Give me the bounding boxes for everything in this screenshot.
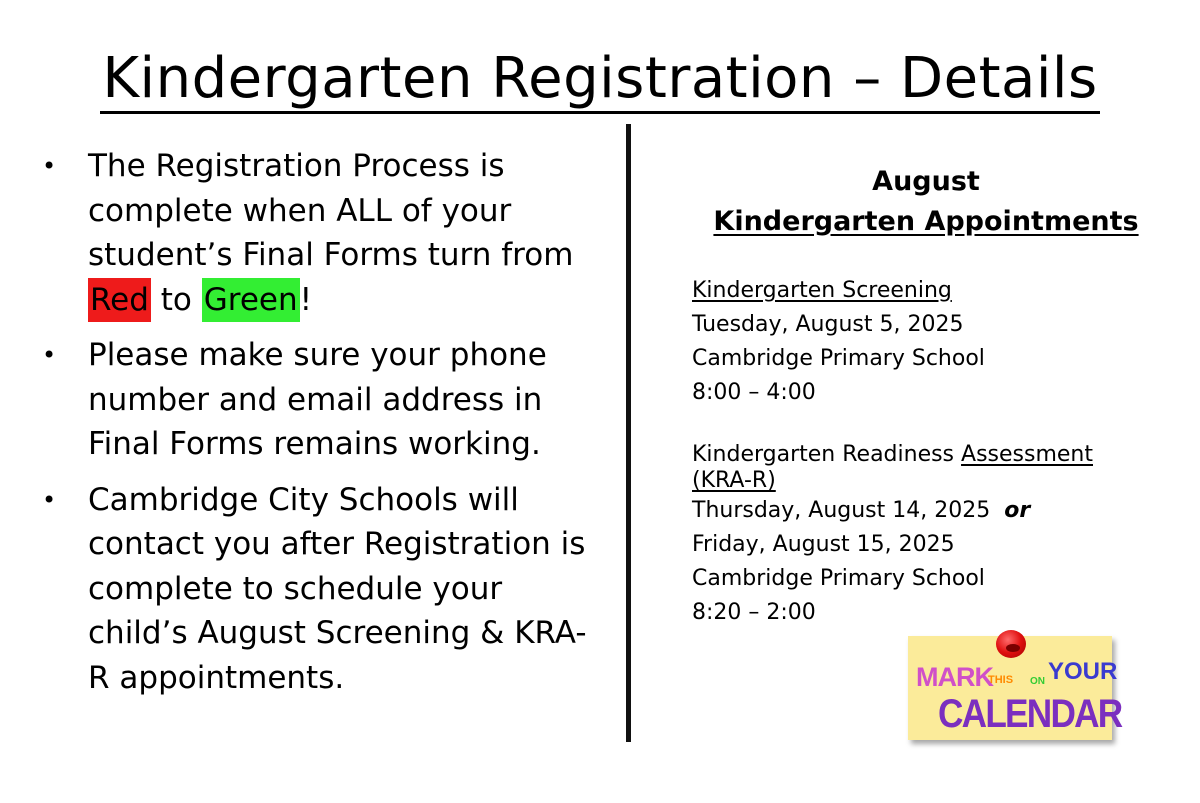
red-highlight: Red [88,278,151,322]
screening-time: 8:00 – 4:00 [692,380,816,405]
screening-location: Cambridge Primary School [692,346,985,371]
kra-date-1: Thursday, August 14, 2025 or [692,498,1031,523]
kra-date-2: Friday, August 15, 2025 [692,532,955,557]
mark-calendar-sticker: MARK THIS ON YOUR CALENDAR [908,636,1112,740]
list-item-registration-process: • The Registration Process is complete when ALL of your student’s Final Forms turn from Red to Green! [40,144,600,322]
bullet-icon: • [42,341,57,369]
green-highlight: Green [202,278,300,322]
kra-time: 8:20 – 2:00 [692,600,816,625]
vertical-divider [626,124,631,742]
kra-title-line2: (KRA-R) [692,468,776,493]
list-item-contact-info: • Please make sure your phone number and email address in Final Forms remains working. [40,333,600,467]
pushpin-icon [996,630,1026,658]
bullet-icon: • [42,485,57,514]
list-item-schedule: • Cambridge City Schools will contact you after Registration is complete to schedule your child’s August Screening & KRA-R appointments. [40,478,600,701]
details-list [40,144,600,711]
kra-section [692,442,1172,630]
appointments-panel [692,162,1172,630]
appointments-heading: August Kindergarten Appointments [713,166,1139,237]
screening-title: Kindergarten Screening [692,278,952,303]
kra-title: Kindergarten Readiness Assessment [692,442,1093,467]
kra-location: Cambridge Primary School [692,566,985,591]
page-title-text: Kindergarten Registration – Details [100,46,1099,114]
bullet-icon: • [42,152,57,180]
screening-date: Tuesday, August 5, 2025 [692,312,964,337]
screening-section [692,274,1172,410]
page-title [0,44,1200,114]
